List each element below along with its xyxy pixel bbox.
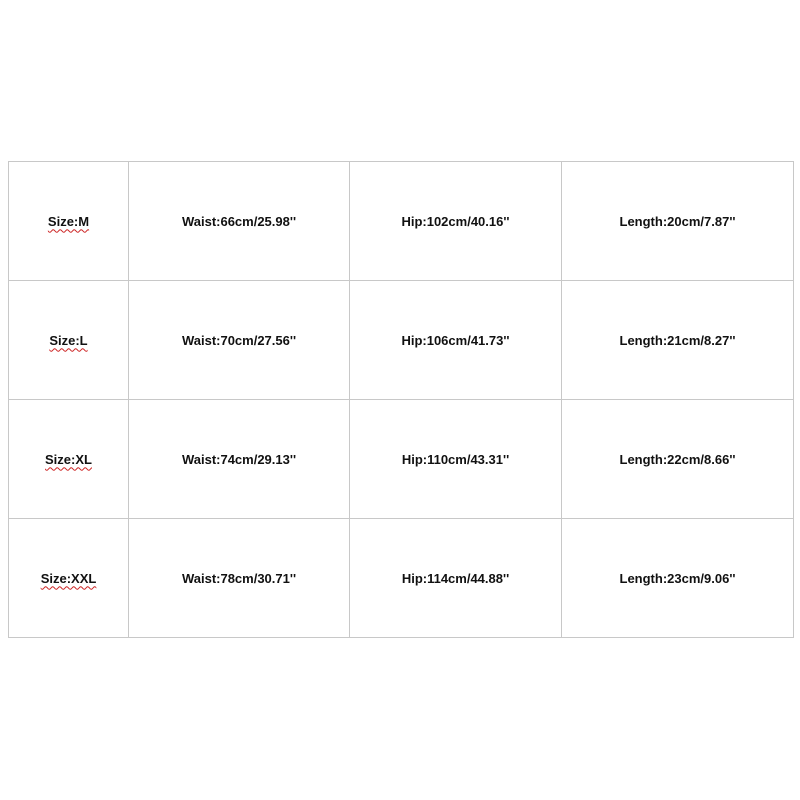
size-cell	[9, 281, 129, 400]
size-cell	[9, 400, 129, 519]
hip-cell: Hip:106cm/41.73''	[350, 281, 562, 400]
waist-cell: Waist:66cm/25.98''	[129, 162, 350, 281]
length-cell: Length:20cm/7.87''	[562, 162, 794, 281]
length-cell: Length:23cm/9.06''	[562, 519, 794, 638]
size-cell	[9, 519, 129, 638]
size-label: Size:XXL	[40, 570, 97, 586]
waist-cell: Waist:74cm/29.13''	[129, 400, 350, 519]
table-row	[9, 281, 794, 400]
table-row	[9, 162, 794, 281]
size-label: Size:M	[47, 213, 90, 229]
size-label: Size:L	[49, 332, 88, 348]
length-cell: Length:21cm/8.27''	[562, 281, 794, 400]
hip-cell: Hip:114cm/44.88''	[350, 519, 562, 638]
size-chart-table	[8, 161, 794, 638]
size-cell	[9, 162, 129, 281]
table-row	[9, 519, 794, 638]
table-row	[9, 400, 794, 519]
waist-cell: Waist:78cm/30.71''	[129, 519, 350, 638]
size-label: Size:XL	[45, 451, 92, 467]
length-cell: Length:22cm/8.66''	[562, 400, 794, 519]
waist-cell: Waist:70cm/27.56''	[129, 281, 350, 400]
hip-cell: Hip:110cm/43.31''	[350, 400, 562, 519]
hip-cell: Hip:102cm/40.16''	[350, 162, 562, 281]
